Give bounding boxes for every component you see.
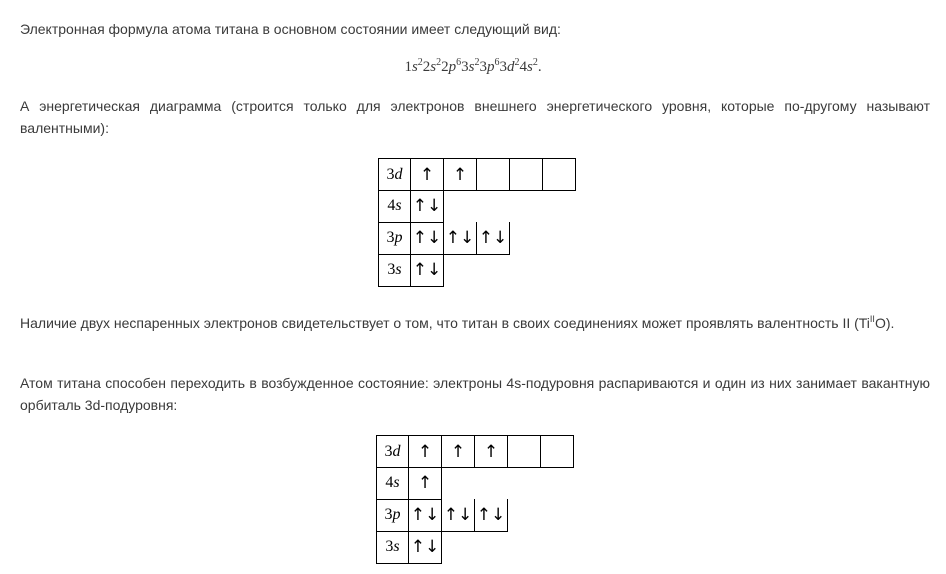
orbital-cell: ↑ bbox=[410, 158, 443, 191]
sublevel-label: 3 s bbox=[378, 254, 410, 287]
formula-term: $3s^2$ bbox=[461, 57, 480, 75]
orbital-cell: ↑↓ bbox=[408, 531, 442, 564]
orbital-cell: ↑↓ bbox=[410, 222, 443, 255]
orbital-cell: ↑↓ bbox=[410, 190, 444, 223]
sublevel-row-3d bbox=[376, 435, 574, 467]
sublevel-label: 3 p bbox=[378, 222, 410, 255]
orbital-cell: ↑ bbox=[443, 158, 476, 191]
energy-diagram-excited-state bbox=[376, 435, 574, 563]
orbital-cell: ↑↓ bbox=[441, 499, 474, 532]
orbital-cell: ↑ bbox=[408, 467, 442, 500]
sublevel-row-3s bbox=[376, 531, 574, 563]
sublevel-row-3p bbox=[378, 222, 576, 254]
valence-superscript: II bbox=[869, 314, 875, 324]
paragraph-excited-state: Атом титана способен переходить в возбужденное состояние: электроны 4s-подуровня распариваются и один из них занимает вакантную орбиталь 3d-подуровня: bbox=[20, 375, 930, 413]
paragraph-valence-two-text: Наличие двух неспаренных электронов свидетельствует о том, что титан в своих соединениях может проявлять валентность II (Ti bbox=[20, 315, 870, 331]
orbital-cell: ↑ bbox=[408, 435, 441, 468]
formula-term: $3p^6$ bbox=[479, 57, 500, 75]
sublevel-row-3d bbox=[378, 158, 576, 190]
sublevel-label: 4 s bbox=[378, 190, 410, 223]
paragraph-ground-state-intro: Электронная формула атома титана в основном состоянии имеет следующий вид: bbox=[20, 21, 561, 37]
paragraph-energy-diagram-intro: А энергетическая диаграмма (строится только для электронов внешнего энергетического уровня, которые по-другому называют валентными): bbox=[20, 98, 930, 136]
formula-term: $2s^2$ bbox=[422, 57, 442, 75]
orbital-cell: ↑ bbox=[441, 435, 474, 468]
orbital-cell: ↑↓ bbox=[410, 254, 444, 287]
sublevel-row-4s bbox=[378, 190, 576, 222]
sublevel-label: 3 d bbox=[378, 158, 410, 191]
paragraph-valence-two bbox=[20, 312, 930, 334]
formula-term: $4s^2$ bbox=[519, 57, 538, 75]
orbital-cell: ↑↓ bbox=[408, 499, 441, 532]
formula-period: . bbox=[537, 59, 542, 75]
orbital-cell: ↑ bbox=[474, 435, 507, 468]
sublevel-label: 3 s bbox=[376, 531, 408, 564]
orbital-cell: ↑↓ bbox=[476, 222, 510, 255]
electron-formula bbox=[0, 59, 946, 76]
orbital-cell: ↑↓ bbox=[443, 222, 476, 255]
formula-term: $2p^6$ bbox=[441, 57, 462, 75]
orbital-cell: ↑↓ bbox=[474, 499, 508, 532]
sublevel-label: 4 s bbox=[376, 467, 408, 500]
formula-term: $3d^2$ bbox=[499, 57, 520, 75]
orbital-cell bbox=[540, 435, 574, 468]
sublevel-label: 3 p bbox=[376, 499, 408, 532]
orbital-cell bbox=[509, 158, 542, 191]
sublevel-label: 3 d bbox=[376, 435, 408, 468]
formula-term: $1s^2$ bbox=[404, 57, 423, 75]
orbital-cell bbox=[542, 158, 576, 191]
energy-diagram-ground-state bbox=[378, 158, 576, 286]
sublevel-row-4s bbox=[376, 467, 574, 499]
sublevel-row-3p bbox=[376, 499, 574, 531]
orbital-cell bbox=[476, 158, 509, 191]
orbital-cell bbox=[507, 435, 540, 468]
paragraph-valence-two-end: O). bbox=[874, 315, 895, 331]
sublevel-row-3s bbox=[378, 254, 576, 286]
